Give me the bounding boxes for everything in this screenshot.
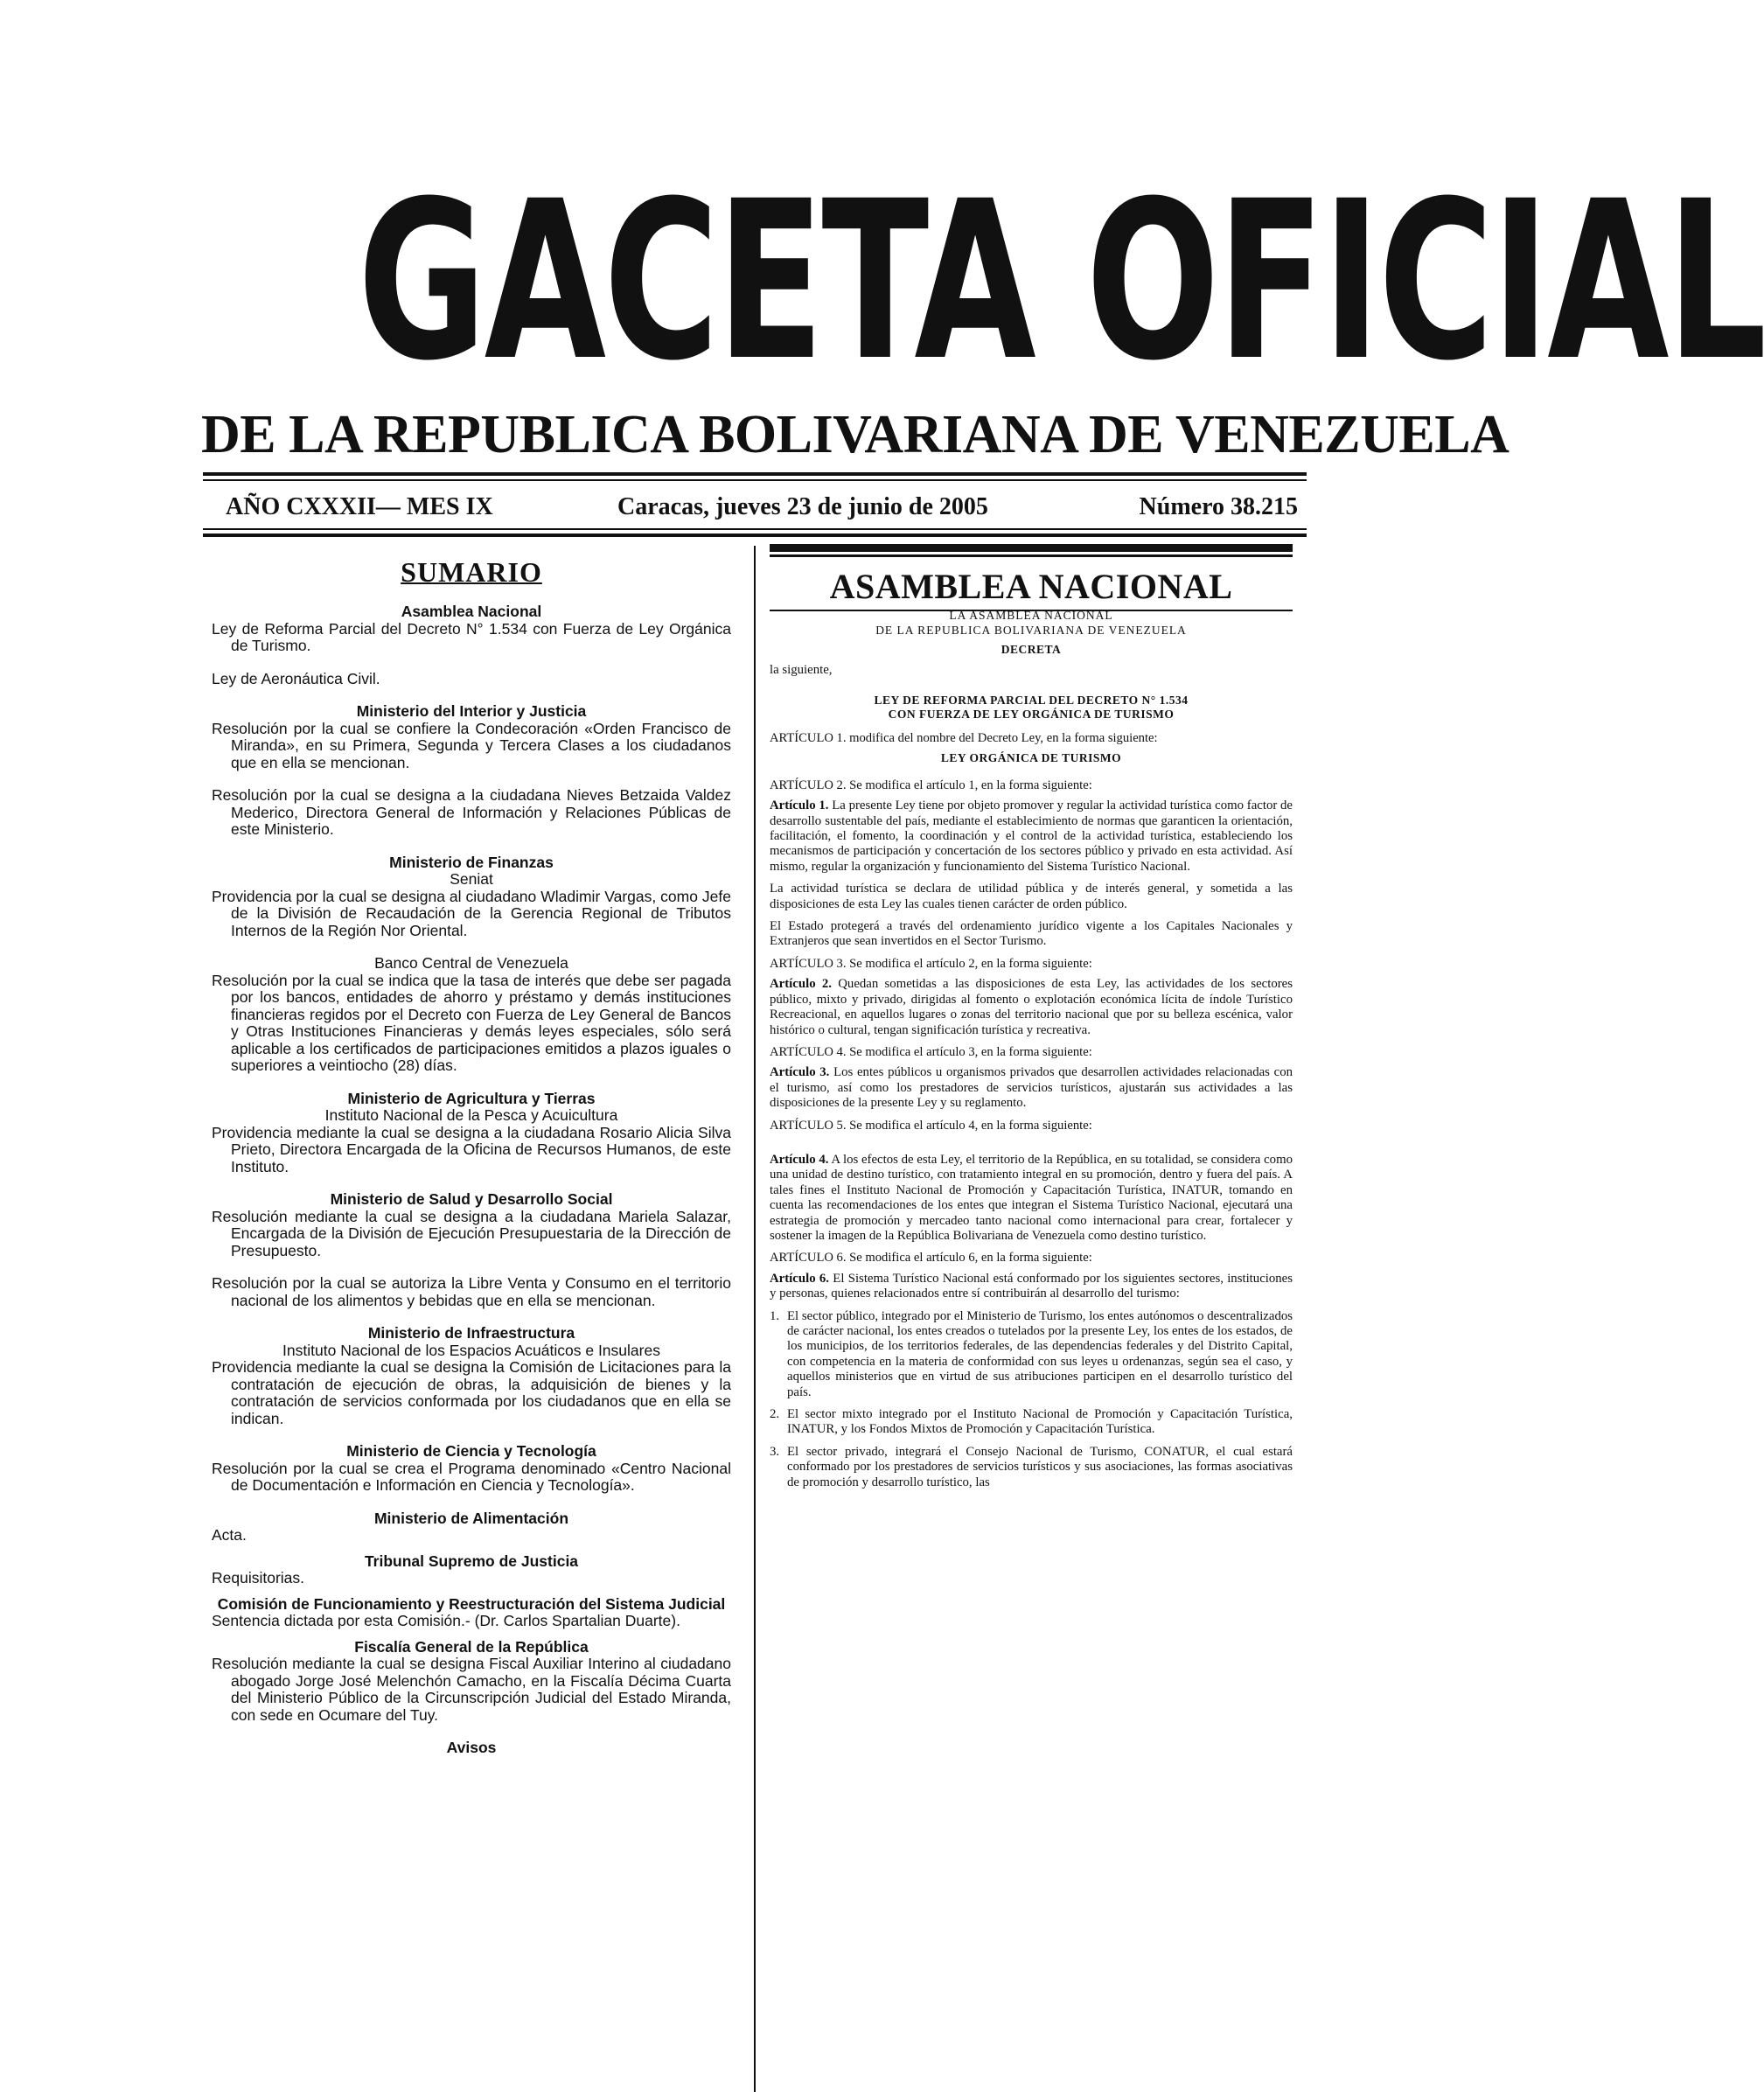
article-paragraph: [770, 798, 1293, 875]
amendment-text: modifica del nombre del Decreto Ley, en la forma siguiente:: [849, 730, 1158, 745]
top-rule-thick: [203, 472, 1307, 476]
amendment-clause: [770, 731, 1293, 746]
sumario-entry: Resolución mediante la cual se designa Fiscal Auxiliar Interino al ciudadano abogado Jorge José Melenchón Camacho, en la Fiscalía Décima Cuarta del Ministerio Público de la Circunscripción Judicial del Estado Miranda, con sede en Ocumare del Tuy.: [212, 1655, 731, 1724]
sumario-section-head: Ministerio de Ciencia y Tecnología: [346, 1442, 596, 1460]
sumario-entry: Sentencia dictada por esta Comisión.- (Dr. Carlos Spartalian Duarte).: [212, 1612, 680, 1629]
la-siguiente-text: la siguiente,: [770, 662, 833, 677]
article-text: Quedan sometidas a las disposiciones de esta Ley, las actividades de los sectores público, mixto y privado, dirigidas al fomento o explotación económica lícita de índole Turístico Recreacional, en aquellos lugares o zonas del territorio nacional que por su belleza escénica, valor histórico o cultural, tengan significación turística y recreativa.: [770, 977, 1293, 1037]
intro-line-1: LA ASAMBLEA NACIONAL: [949, 609, 1113, 622]
amendment-label: ARTÍCULO 1.: [770, 730, 847, 745]
article-paragraph: [770, 919, 1293, 950]
list-item: [770, 1407, 1293, 1438]
sumario-section-subhead: Banco Central de Venezuela: [374, 954, 568, 972]
sumario-column: [212, 551, 731, 1757]
list-item-number: 1.: [770, 1308, 780, 1323]
column-separator: [754, 546, 756, 2092]
amendment-label: ARTÍCULO 3.: [770, 956, 847, 971]
masthead-subtitle: DE LA REPUBLICA BOLIVARIANA DE VENEZUELA: [201, 405, 1510, 464]
issue-number: Número 38.215: [1139, 493, 1298, 520]
article-text: La presente Ley tiene por objeto promover y regular la actividad turística como factor de desarrollo sustentable del país, mediante el establecimiento de normas que garanticen la orientación, facilitación, el fomento, la coordinación y el control de la actividad turística, estableciendo los mecanismos de participación y concertación de los sectores público y privado en esta actividad. Así mismo, regular la organización y funcionamiento del Sistema Turístico Nacional.: [770, 798, 1293, 874]
amendment-clause: [770, 1119, 1293, 1133]
sumario-entry: Resolución mediante la cual se designa a la ciudadana Mariela Salazar, Encargada de la División de Ejecución Presupuestaria de la Dirección de Presupuesto.: [212, 1207, 731, 1259]
sumario-entry: Ley de Reforma Parcial del Decreto N° 1.534 con Fuerza de Ley Orgánica de Turismo.: [212, 619, 731, 654]
sumario-entry: Resolución por la cual se designa a la ciudadana Nieves Betzaida Valdez Mederico, Directora General de Información y Relaciones Públicas de este Ministerio.: [212, 786, 731, 838]
sumario-section-head: Ministerio de Alimentación: [373, 1509, 569, 1527]
amendment-label: ARTÍCULO 4.: [770, 1044, 847, 1059]
sumario-entry: Providencia mediante la cual se designa a la ciudadana Rosario Alicia Silva Prieto, Directora Encargada de la Oficina de Recursos Humanos, de este Instituto.: [212, 1123, 731, 1175]
issue-year-month: AÑO CXXXII— MES IX: [226, 493, 493, 520]
sumario-section-head: Ministerio del Interior y Justicia: [356, 702, 587, 720]
article-paragraph: [770, 1272, 1293, 1302]
article-heading: LEY ORGÁNICA DE TURISMO: [940, 751, 1122, 765]
masthead-title: GACETA OFICIAL: [357, 154, 1764, 408]
sumario-section-subhead: Seniat: [450, 870, 493, 888]
article-text: El Estado protegerá a través del ordenamiento jurídico vigente a los Capitales Nacionales y Extranjeros que sean invertidos en el Sector Turismo.: [770, 919, 1293, 949]
top-rule-thin: [203, 479, 1307, 481]
sumario-entry: Requisitorias.: [212, 1569, 305, 1586]
amendment-label: ARTÍCULO 5.: [770, 1118, 847, 1133]
intro-line-2: DE LA REPUBLICA BOLIVARIANA DE VENEZUELA: [875, 623, 1187, 637]
list-item-text: El sector privado, integrará el Consejo Nacional de Turismo, CONATUR, el cual estará conformado por los prestadores de servicios turísticos y sus asociaciones, las formas asociativas de promoción y desarrollo turístico, las: [787, 1444, 1293, 1489]
bottom-rule-thick: [203, 533, 1307, 537]
article-paragraph: [770, 977, 1293, 1038]
amendment-text: Se modifica el artículo 6, en la forma siguiente:: [849, 1251, 1092, 1266]
sumario-section-head: Ministerio de Salud y Desarrollo Social: [330, 1190, 613, 1208]
amendment-clause: [770, 1045, 1293, 1060]
sumario-section-subhead: Instituto Nacional de los Espacios Acuáticos e Insulares: [282, 1341, 660, 1359]
issue-info-bar: [226, 490, 1298, 525]
sumario-list: [212, 603, 731, 1757]
list-item-number: 2.: [770, 1407, 780, 1422]
sumario-entry: Providencia por la cual se designa al ciudadano Wladimir Vargas, como Jefe de la División de Recaudación de la Gerencia Regional de Tributos Internos de la Región Nor Oriental.: [212, 887, 731, 939]
article-label: Artículo 2.: [770, 977, 832, 992]
sumario-entry: Ley de Aeronáutica Civil.: [212, 669, 380, 687]
article-text: A los efectos de esta Ley, el territorio de la República, en su totalidad, se considera como una unidad de destino turístico, con tratamiento integral en su promoción, dentro y fuera del país. A tales fines el Instituto Nacional de Promoción y Capacitación Turística, INATUR, tomando en cuenta las recomendaciones de los entes que integran el Sistema Turístico Nacional, ejecutará una estrategia de promoción y mercadeo tanto nacional como internacional para crear, fortalecer y sostener la imagen de la República Bolivariana de Venezuela como destino turístico.: [770, 1152, 1293, 1243]
sumario-section-head: Asamblea Nacional: [401, 603, 542, 620]
amendment-label: ARTÍCULO 2.: [770, 778, 847, 792]
article-text: El Sistema Turístico Nacional está conformado por los siguientes sectores, instituciones y personas, quienes relacionados entre sí contribuirán al desarrollo del turismo:: [770, 1271, 1293, 1301]
amendment-text: Se modifica el artículo 1, en la forma siguiente:: [849, 778, 1092, 792]
amendment-clause: [770, 778, 1293, 793]
article-label: Artículo 6.: [770, 1271, 829, 1286]
sumario-section-subhead: Instituto Nacional de la Pesca y Acuicultura: [324, 1106, 618, 1124]
article-paragraph: [770, 1153, 1293, 1244]
sumario-section-head: Tribunal Supremo de Justicia: [364, 1552, 579, 1570]
issue-place-date: Caracas, jueves 23 de junio de 2005: [617, 493, 988, 520]
sumario-entry: Resolución por la cual se indica que la tasa de interés que debe ser pagada por los bancos, entidades de ahorro y préstamo y demás instituciones financieras regidos por el Decreto con Fuerza de Ley General de Bancos y Otras Instituciones Financieras y demás leyes especiales, sólo será aplicable a los certificados de participaciones emitidos a plazos iguales o superiores a veintiocho (28) días.: [212, 971, 731, 1074]
sumario-entry: Resolución por la cual se autoriza la Libre Venta y Consumo en el territorio nacional de los alimentos y bebidas que en ella se mencionan.: [212, 1274, 731, 1309]
list-item-text: El sector mixto integrado por el Instituto Nacional de Promoción y Capacitación Turística, INATUR, y los Fondos Mixtos de Promoción y Capacitación Turística.: [787, 1407, 1293, 1437]
sumario-section-head: Ministerio de Agricultura y Tierras: [347, 1089, 596, 1107]
amendment-label: ARTÍCULO 6.: [770, 1251, 847, 1266]
bottom-rule-thin: [203, 528, 1307, 530]
sumario-entry: Resolución por la cual se crea el Programa denominado «Centro Nacional de Documentación e Información en Ciencia y Tecnología».: [212, 1459, 731, 1494]
amendment-clause: [770, 957, 1293, 972]
amendment-clause: [770, 1251, 1293, 1266]
list-item-text: El sector público, integrado por el Ministerio de Turismo, los entes autónomos o descentralizados de carácter nacional, los entes creados o tutelados por la presente Ley, los entes de los estados, de los municipios, de los territorios federales, de las dependencias federales y del Distrito Capital, con competencia en la materia de conformidad con sus leyes u ordenanzas, según sea el caso, y aquellos ministerios que en virtud de sus atribuciones participen en el desarrollo turístico del país.: [787, 1308, 1293, 1399]
asamblea-title: ASAMBLEA NACIONAL: [829, 567, 1233, 606]
amendment-text: Se modifica el artículo 4, en la forma siguiente:: [849, 1118, 1092, 1133]
law-title-line-2: CON FUERZA DE LEY ORGÁNICA DE TURISMO: [888, 708, 1175, 722]
list-item: [770, 1309, 1293, 1400]
sumario-section-head: Comisión de Funcionamiento y Reestructuración del Sistema Judicial: [217, 1594, 726, 1613]
asamblea-bar-thin: [770, 554, 1293, 557]
sumario-section-head: Fiscalía General de la República: [354, 1637, 589, 1656]
asamblea-heading-block: [770, 544, 1293, 611]
amendment-text: Se modifica el artículo 2, en la forma siguiente:: [849, 956, 1092, 971]
asamblea-bar-thick: [770, 544, 1293, 552]
sumario-entry: Providencia mediante la cual se designa la Comisión de Licitaciones para la contratación de ejecución de obras, la adquisición de bienes y la contratación de servicios conformada por los ciudadanos que en ella se indican.: [212, 1358, 731, 1427]
asamblea-column: [770, 603, 1293, 1497]
sumario-section-head: Avisos: [446, 1739, 497, 1756]
list-item: [770, 1445, 1293, 1490]
sumario-entry: Resolución por la cual se confiere la Condecoración «Orden Francisco de Miranda», en su Primera, Segunda y Tercera Clases a los ciudadanos que en ella se mencionan.: [212, 719, 731, 771]
sumario-entry: Acta.: [212, 1526, 247, 1544]
article-paragraph: [770, 1065, 1293, 1111]
sumario-section-head: Ministerio de Finanzas: [389, 853, 554, 871]
article-label: Artículo 1.: [770, 798, 829, 813]
asamblea-articles: [770, 731, 1293, 1490]
law-title-line-1: LEY DE REFORMA PARCIAL DEL DECRETO N° 1.534: [874, 693, 1189, 707]
amendment-text: Se modifica el artículo 3, en la forma siguiente:: [849, 1044, 1092, 1059]
article-paragraph: [770, 882, 1293, 912]
sumario-section-head: Ministerio de Infraestructura: [367, 1324, 575, 1342]
article-text: La actividad turística se declara de utilidad pública y de interés general, y sometida a las disposiciones de esta Ley las cuales tienen carácter de orden público.: [770, 882, 1293, 911]
decreta-label: DECRETA: [1001, 643, 1062, 656]
article-label: Artículo 3.: [770, 1065, 830, 1080]
article-text: Los entes públicos u organismos privados que desarrollen actividades relacionadas con el turismo, así como los prestadores de servicios turísticos, ajustarán sus actividades a las disposiciones de la presente Ley y su reglamento.: [770, 1065, 1293, 1111]
sumario-title: SUMARIO: [401, 556, 542, 588]
list-item-number: 3.: [770, 1444, 780, 1459]
article-label: Artículo 4.: [770, 1152, 829, 1167]
